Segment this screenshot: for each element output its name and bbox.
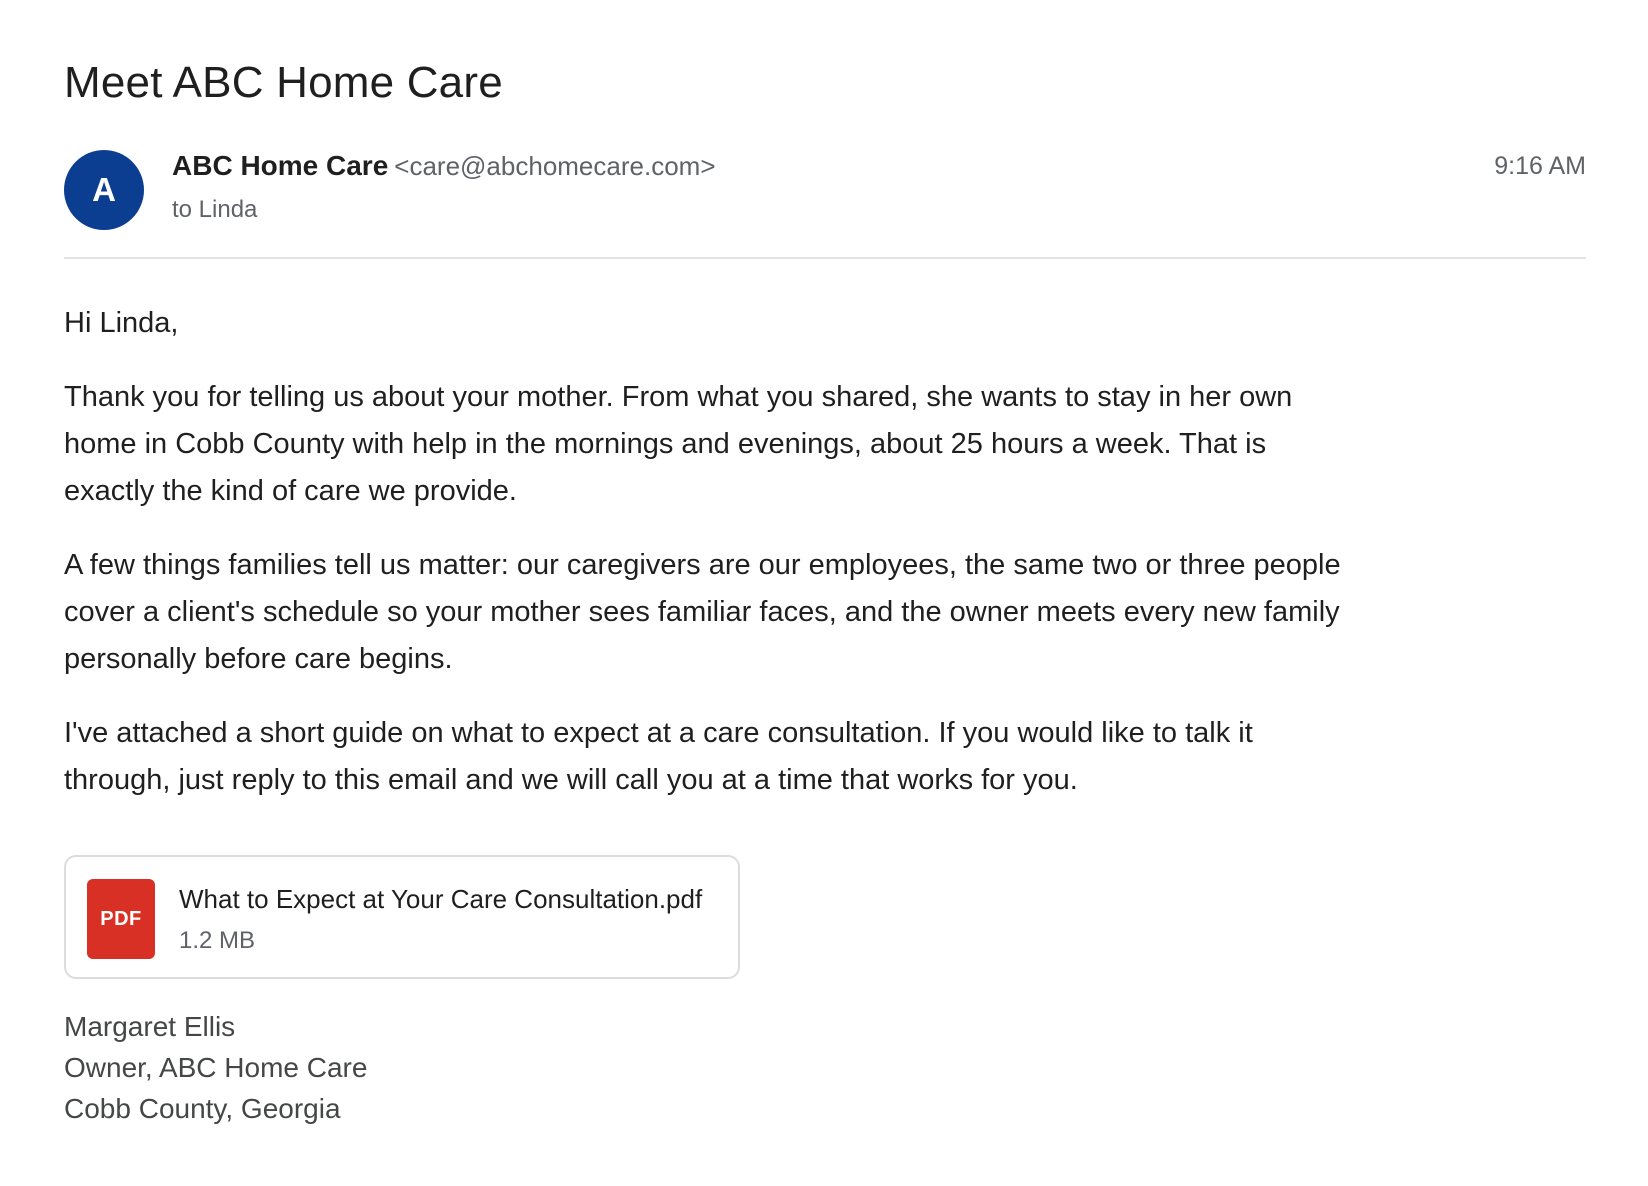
sender-line (172, 150, 716, 182)
recipient-line[interactable]: to Linda (172, 196, 258, 223)
email-timestamp: 9:16 AM (1494, 152, 1586, 180)
sender-avatar[interactable]: A (64, 150, 144, 230)
email-paragraph: I've attached a short guide on what to expect at a care consultation. If you would like to talk it through, just reply to this email and we will call you at a time that works for you. (64, 717, 1253, 796)
signature-name: Margaret Ellis (64, 1011, 236, 1042)
signature-location: Cobb County, Georgia (64, 1093, 341, 1124)
signature-title: Owner, ABC Home Care (64, 1052, 368, 1083)
email-paragraph: A few things families tell us matter: our caregivers are our employees, the same two or three people cover a client's schedule so your mother sees familiar faces, and the owner meets every new family personally before care begins. (64, 549, 1341, 675)
sender-name[interactable]: ABC Home Care (172, 150, 389, 181)
email-signature (64, 1006, 367, 1129)
email-body (64, 300, 1354, 831)
attachment-file-size: 1.2 MB (179, 927, 256, 954)
email-paragraph: Thank you for telling us about your mother. From what you shared, she wants to stay in her own home in Cobb County with help in the mornings and evenings, about 25 hours a week. That is exactly the kind of care we provide. (64, 381, 1293, 507)
attachment-card[interactable] (64, 855, 740, 979)
sender-email[interactable]: <care@abchomecare.com> (394, 151, 716, 181)
header-divider (64, 257, 1586, 259)
email-subject: Meet ABC Home Care (64, 58, 503, 107)
email-greeting: Hi Linda, (64, 307, 179, 339)
attachment-file-name[interactable]: What to Expect at Your Care Consultation.pdf (179, 884, 703, 914)
pdf-icon: PDF (87, 879, 155, 959)
